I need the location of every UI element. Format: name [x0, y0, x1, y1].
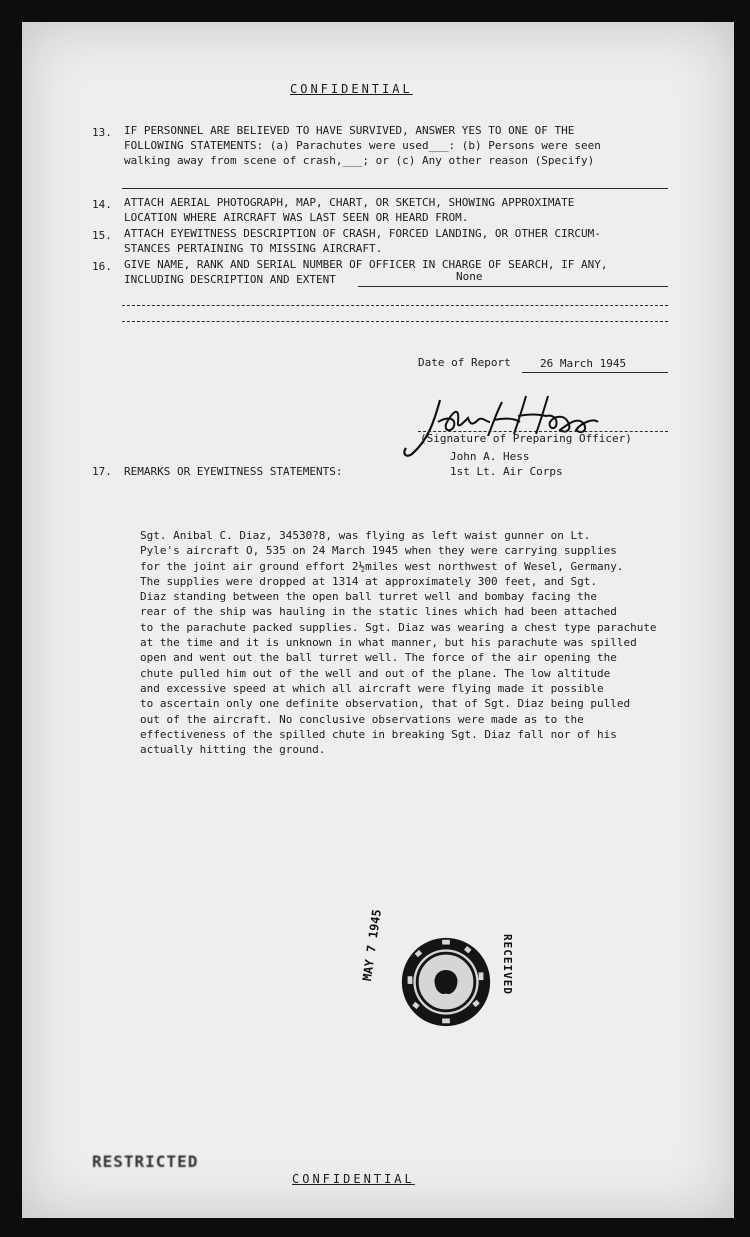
- item-16-answer: None: [456, 270, 483, 283]
- signatory-name: John A. Hess: [450, 450, 530, 463]
- restricted-stamp: RESTRICTED: [92, 1152, 199, 1171]
- header-classification: CONFIDENTIAL: [290, 82, 413, 96]
- item-14-line-1: ATTACH AERIAL PHOTOGRAPH, MAP, CHART, OR SKETCH, SHOWING APPROXIMATE: [124, 196, 575, 209]
- blank-line-2: [122, 321, 668, 322]
- item-13-line-3: walking away from scene of crash,___; or (c) Any other reason (Specify): [124, 154, 595, 167]
- signatory-rank: 1st Lt. Air Corps: [450, 465, 563, 478]
- item-13-line-2: FOLLOWING STATEMENTS: (a) Parachutes were used___: (b) Persons were seen: [124, 139, 601, 152]
- item-16-number: 16.: [92, 260, 112, 273]
- narrative-line: The supplies were dropped at 1314 at approximately 300 feet, and Sgt.: [140, 574, 597, 588]
- item-15-line-2: STANCES PERTAINING TO MISSING AIRCRAFT.: [124, 242, 383, 255]
- item-17-number: 17.: [92, 465, 112, 478]
- signature-caption: (Signature of Preparing Officer): [420, 432, 632, 445]
- narrative-line: actually hitting the ground.: [140, 743, 326, 757]
- item-14-line-2: LOCATION WHERE AIRCRAFT WAS LAST SEEN OR HEARD FROM.: [124, 211, 469, 224]
- narrative-line: chute pulled him out of the well and out of the plane. The low altitude: [140, 666, 611, 680]
- footer-classification: CONFIDENTIAL: [292, 1172, 415, 1186]
- narrative-line: effectiveness of the spilled chute in breaking Sgt. Diaz fall nor of his: [140, 727, 617, 741]
- narrative-line: Pyle's aircraft O, 535 on 24 March 1945 when they were carrying supplies: [140, 544, 617, 558]
- received-stamp: [398, 934, 494, 1030]
- narrative-line: open and went out the ball turret well. The force of the air opening the: [140, 651, 617, 665]
- blank-line-1: [122, 305, 668, 306]
- narrative-line: rear of the ship was hauling in the static lines which had been attached: [140, 605, 617, 619]
- narrative-line: Diaz standing between the open ball turret well and bombay facing the: [140, 590, 597, 604]
- remarks-narrative: [140, 528, 700, 757]
- stamp-received: RECEIVED: [501, 934, 514, 995]
- narrative-line: at the time and it is unknown in what manner, but his parachute was spilled: [140, 636, 637, 650]
- date-of-report-value: 26 March 1945: [540, 357, 627, 370]
- narrative-line: and excessive speed at which all aircraft were flying made it possible: [140, 681, 604, 695]
- item-14-number: 14.: [92, 198, 112, 211]
- narrative-line: for the joint air ground effort 2½miles west northwest of Wesel, Germany.: [140, 559, 624, 573]
- item-16-answer-line: [358, 286, 668, 287]
- narrative-line: Sgt. Anibal C. Diaz, 34530?8, was flying as left waist gunner on Lt.: [140, 529, 591, 542]
- item-16-line-2: INCLUDING DESCRIPTION AND EXTENT: [124, 273, 336, 286]
- date-of-report-label: Date of Report: [418, 356, 511, 369]
- narrative-line: out of the aircraft. No conclusive observations were made as to the: [140, 712, 584, 726]
- narrative-line: to ascertain only one definite observation, that of Sgt. Diaz being pulled: [140, 697, 631, 711]
- stamp-date: MAY 7 1945: [360, 908, 384, 982]
- item-16-line-1: GIVE NAME, RANK AND SERIAL NUMBER OF OFFICER IN CHARGE OF SEARCH, IF ANY,: [124, 258, 608, 271]
- narrative-line: to the parachute packed supplies. Sgt. Diaz was wearing a chest type parachute: [140, 620, 657, 634]
- item-17-line-1: REMARKS OR EYEWITNESS STATEMENTS:: [124, 465, 343, 478]
- date-underline: [522, 372, 668, 373]
- item-15-number: 15.: [92, 229, 112, 242]
- item-15-line-1: ATTACH EYEWITNESS DESCRIPTION OF CRASH, FORCED LANDING, OR OTHER CIRCUM-: [124, 227, 601, 240]
- item-13-line-1: IF PERSONNEL ARE BELIEVED TO HAVE SURVIVED, ANSWER YES TO ONE OF THE: [124, 124, 575, 137]
- item-13-number: 13.: [92, 126, 112, 139]
- item-13-underline: [122, 188, 668, 189]
